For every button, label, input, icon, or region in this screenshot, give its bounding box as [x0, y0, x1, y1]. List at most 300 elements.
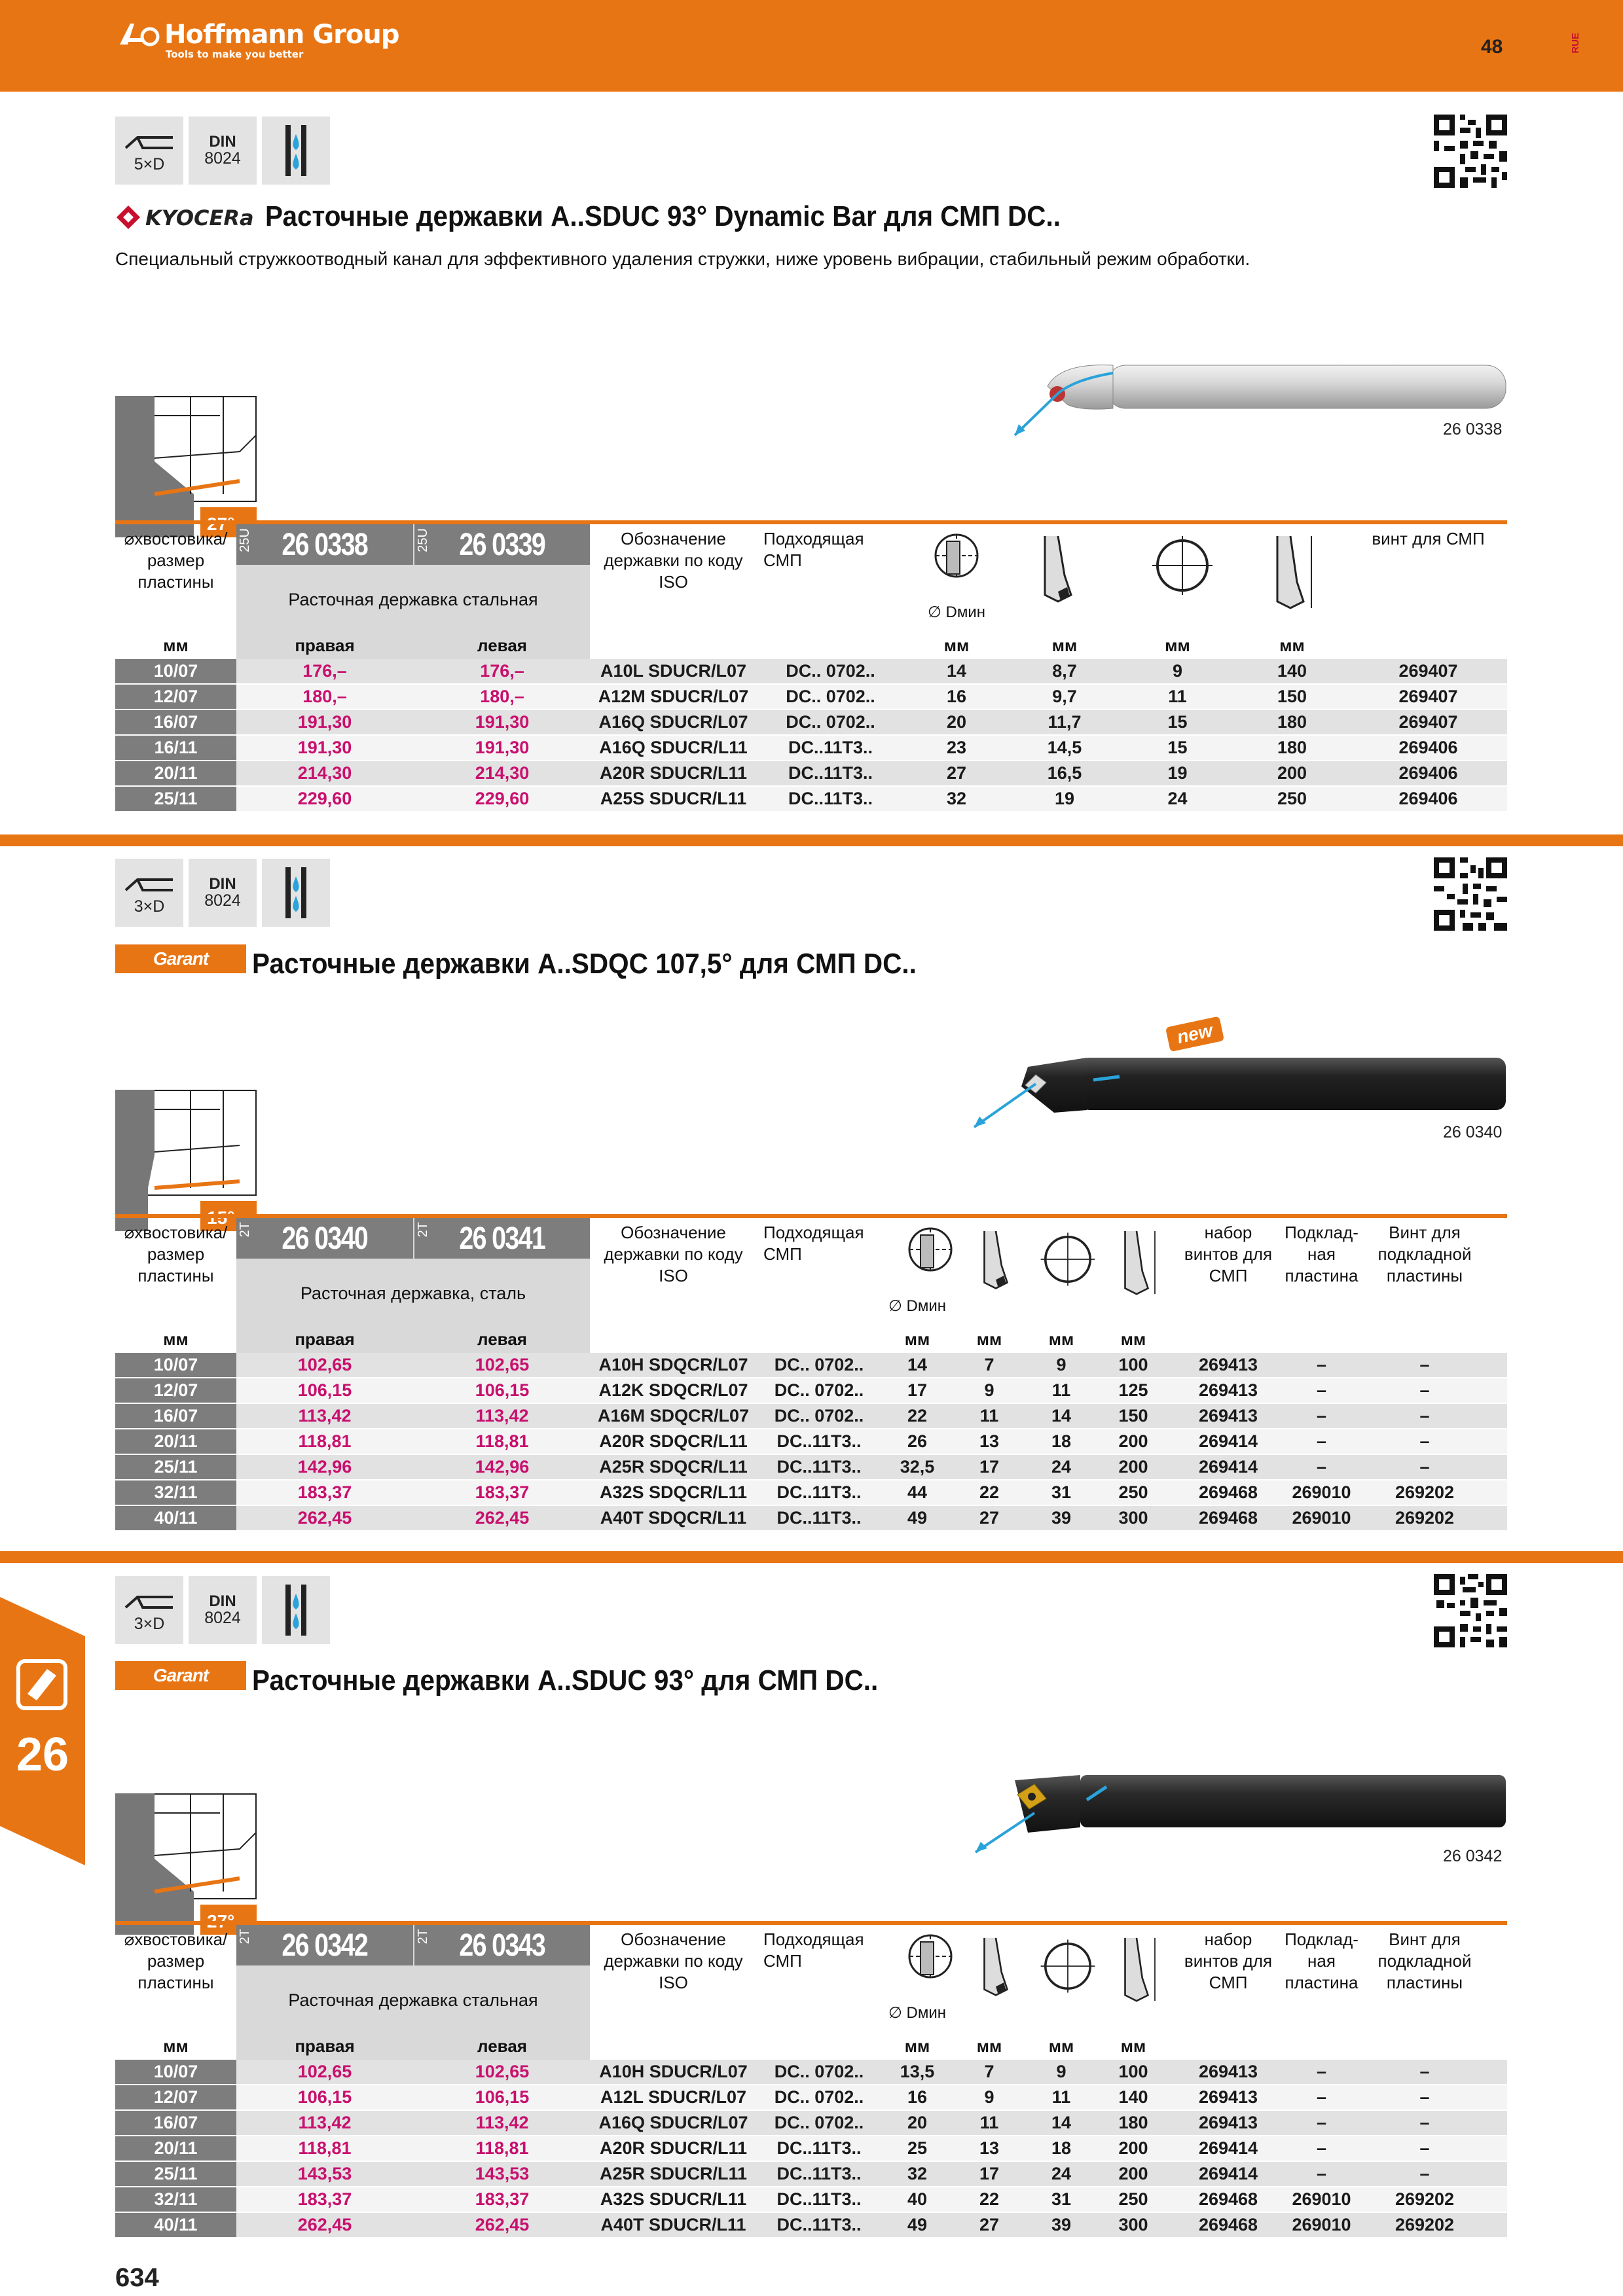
- cell-d-min: 20: [946, 712, 967, 732]
- unit-label: мм: [1051, 636, 1078, 655]
- feature-icons: [115, 117, 330, 185]
- table-row: [115, 2162, 1507, 2187]
- cell-d-min: 23: [946, 738, 967, 757]
- cell-length: 200: [1118, 1457, 1148, 1477]
- unit-label: мм: [163, 2036, 189, 2056]
- article-tag: 2T: [238, 1929, 252, 1945]
- coolant-icon: [276, 863, 316, 922]
- coolant-icon: [276, 121, 316, 180]
- cell-shank-diameter: 14: [1051, 1406, 1072, 1426]
- cell-insert-type: DC..11T3..: [788, 789, 873, 808]
- cell-d-min: 14: [946, 661, 967, 681]
- table-row: [115, 1404, 1507, 1429]
- cell-size: 32/11: [115, 2187, 236, 2212]
- cell-shim-screw: –: [1419, 2138, 1430, 2158]
- cell-shank-diameter: 15: [1167, 738, 1188, 757]
- col-iso-designation: Обозначение державки по коду ISO: [604, 1223, 743, 1285]
- cell-price-left[interactable]: 118,81: [475, 1431, 529, 1451]
- cell-shank-diameter: 11: [1051, 2087, 1071, 2107]
- article-tag: 2T: [238, 1222, 252, 1238]
- section-title: Расточные державки A..SDUC 93° Dynamic Bar для СМП DC..: [265, 200, 1061, 232]
- article-left[interactable]: [414, 1925, 590, 1965]
- din-badge: [189, 117, 257, 185]
- section-description: Специальный стружкоотводный канал для эффективного удаления стружки, ниже уровень вибрации, стабильный режим обработки.: [115, 249, 1250, 269]
- table-body: [115, 1353, 1507, 1532]
- cell-d-min: 14: [907, 1355, 928, 1374]
- cell-length: 200: [1118, 2164, 1148, 2183]
- cell-screw: 269413: [1198, 1355, 1258, 1374]
- cell-size: 10/07: [115, 659, 236, 683]
- cell-iso-designation: A16M SDQCR/L07: [597, 1406, 750, 1426]
- overhang-icon: [1032, 529, 1084, 615]
- cell-shim: –: [1316, 2113, 1327, 2132]
- cell-iso-designation: A25S SDUCR/L11: [600, 789, 747, 808]
- cell-size: 20/11: [115, 761, 236, 785]
- cell-shank-diameter: 19: [1167, 763, 1188, 783]
- cell-iso-designation: A12M SDUCR/L07: [598, 687, 749, 706]
- cell-size: 12/07: [115, 685, 236, 709]
- cell-shim: –: [1316, 2087, 1327, 2107]
- col-screw-set: набор винтов для СМП: [1184, 1223, 1273, 1285]
- cell-d-min: 27: [946, 763, 967, 783]
- table-header: [115, 524, 1507, 659]
- cell-length: 140: [1118, 2087, 1148, 2107]
- tool-code: 26 0338: [1443, 420, 1503, 439]
- cell-length: 300: [1118, 1508, 1148, 1528]
- depth-ratio-badge: [115, 1576, 183, 1644]
- table-row: [115, 659, 1507, 685]
- cell-price-right[interactable]: 262,45: [297, 1508, 352, 1528]
- cell-insert-type: DC..11T3..: [776, 2189, 862, 2209]
- din-badge: [189, 1576, 257, 1644]
- brand-name: Hoffmann Group: [164, 20, 399, 50]
- cell-shim-screw: 269202: [1395, 2215, 1455, 2234]
- cell-length: 250: [1118, 1482, 1148, 1502]
- cell-insert-type: DC..11T3..: [788, 763, 873, 783]
- section-title: Расточные державки A..SDUC 93° для СМП DC..: [252, 1664, 879, 1696]
- cell-price-right[interactable]: 176,–: [302, 661, 347, 681]
- page-header: [0, 0, 1623, 92]
- table-row: [115, 2136, 1507, 2162]
- din-number: 8024: [204, 891, 241, 910]
- cell-overhang: 11: [979, 1406, 999, 1426]
- dmin-label: ∅ Dмин: [888, 2004, 947, 2022]
- cell-price-left[interactable]: 176,–: [480, 661, 524, 681]
- cell-price-left[interactable]: 214,30: [475, 763, 530, 783]
- chapter-number: 26: [16, 1729, 69, 1781]
- cell-price-left[interactable]: 262,45: [475, 1508, 530, 1528]
- table-header: [115, 1218, 1507, 1353]
- shank-diameter-icon: [1038, 1223, 1097, 1295]
- cell-iso-designation: A16Q SDUCR/L07: [598, 2113, 748, 2132]
- cell-iso-designation: A20R SDUCR/L11: [599, 763, 748, 783]
- cell-price-right[interactable]: 106,15: [297, 2087, 352, 2107]
- internal-coolant-badge: [262, 859, 330, 927]
- section-title: Расточные державки A..SDQC 107,5° для СМП DC..: [252, 948, 917, 980]
- cell-screw: 269413: [1198, 1406, 1258, 1426]
- cell-price-right[interactable]: 183,37: [297, 1482, 352, 1502]
- cell-size: 12/07: [115, 1378, 236, 1403]
- cell-size: 10/07: [115, 1353, 236, 1377]
- table-row: [115, 2213, 1507, 2238]
- garant-logo: [115, 1661, 246, 1690]
- cell-length: 200: [1118, 2138, 1148, 2158]
- hoffmann-logo-icon: [115, 20, 160, 47]
- cell-iso-designation: A16Q SDUCR/L11: [599, 738, 748, 757]
- cell-size: 12/07: [115, 2085, 236, 2109]
- cell-screw: 269407: [1398, 661, 1458, 681]
- col-screw: винт для СМП: [1372, 529, 1485, 548]
- cell-screw: 269413: [1198, 2062, 1258, 2081]
- cell-price-right[interactable]: 118,81: [298, 1431, 352, 1451]
- cell-length: 250: [1118, 2189, 1148, 2209]
- page-number-top: 48: [1481, 36, 1503, 58]
- cell-length: 125: [1118, 1380, 1148, 1400]
- boring-tool-icon: [123, 870, 175, 898]
- cell-overhang: 13: [979, 1431, 1000, 1451]
- cell-shim-screw: –: [1419, 1380, 1430, 1400]
- cell-d-min: 20: [907, 2113, 928, 2132]
- cell-overhang: 7: [984, 1355, 994, 1374]
- page-number-bottom: 634: [115, 2263, 159, 2292]
- cell-price-right[interactable]: 142,96: [297, 1457, 352, 1477]
- cell-shank-diameter: 24: [1167, 789, 1188, 808]
- cell-screw: 269407: [1398, 712, 1458, 732]
- table-row: [115, 2187, 1507, 2213]
- article-right[interactable]: [236, 1925, 413, 1965]
- cell-d-min: 32,5: [900, 1457, 935, 1477]
- cell-d-min: 32: [907, 2164, 928, 2183]
- unit-label: мм: [976, 2036, 1002, 2056]
- table-row: [115, 1378, 1507, 1404]
- cell-iso-designation: A12L SDUCR/L07: [600, 2087, 747, 2107]
- cell-price-right[interactable]: 262,45: [297, 2215, 352, 2234]
- article-right[interactable]: [236, 524, 413, 565]
- cell-size: 16/07: [115, 710, 236, 734]
- depth-ratio-badge: [115, 117, 183, 185]
- table-row: [115, 2060, 1507, 2085]
- brand-logo[interactable]: [115, 20, 399, 60]
- cell-shank-diameter: 18: [1051, 2138, 1072, 2158]
- cell-insert-type: DC.. 0702..: [774, 2062, 864, 2081]
- cell-price-left[interactable]: 262,45: [475, 2215, 530, 2234]
- cell-price-right[interactable]: 143,53: [297, 2164, 352, 2183]
- cell-insert-type: DC..11T3..: [776, 1457, 862, 1477]
- section-divider: [0, 1551, 1623, 1563]
- cell-insert-type: DC.. 0702..: [786, 687, 875, 706]
- cell-price-left[interactable]: 106,15: [475, 1380, 530, 1400]
- cell-price-right[interactable]: 180,–: [302, 687, 347, 706]
- table-row: [115, 1455, 1507, 1480]
- cell-price-left[interactable]: 183,37: [475, 2189, 530, 2209]
- new-badge-text: new: [1175, 1020, 1214, 1048]
- cell-shim: 269010: [1292, 1482, 1351, 1502]
- table-row: [115, 787, 1507, 812]
- overhang-icon: [973, 1223, 1019, 1302]
- cell-shank-diameter: 24: [1051, 2164, 1072, 2183]
- cell-iso-designation: A25R SDQCR/L11: [599, 1457, 748, 1477]
- cell-d-min: 16: [946, 687, 967, 706]
- cell-shim: 269010: [1292, 2215, 1351, 2234]
- din-badge: [189, 859, 257, 927]
- cell-price-right[interactable]: 118,81: [298, 2138, 352, 2158]
- cell-iso-designation: A16Q SDUCR/L07: [598, 712, 748, 732]
- col-shim-screw: Винт для подкладной пластины: [1377, 1929, 1472, 1992]
- cell-price-left[interactable]: 183,37: [475, 1482, 530, 1502]
- cell-shim: –: [1316, 1431, 1327, 1451]
- article-tag: 2T: [416, 1222, 430, 1238]
- cell-shank-diameter: 31: [1051, 2189, 1072, 2209]
- cell-size: 16/11: [115, 736, 236, 760]
- table-header: [115, 1925, 1507, 2060]
- cell-screw: 269414: [1198, 1431, 1258, 1451]
- boring-bar-image-2: [962, 1014, 1512, 1139]
- col-shim: Подклад- ная пластина: [1285, 1223, 1359, 1285]
- article-tag: 25U: [238, 528, 252, 552]
- cell-price-left[interactable]: 142,96: [475, 1457, 530, 1477]
- cell-price-left[interactable]: 191,30: [475, 712, 530, 732]
- table-row: [115, 710, 1507, 736]
- cell-iso-designation: A32S SDQCR/L11: [599, 1482, 748, 1502]
- cell-insert-type: DC..11T3..: [788, 738, 873, 757]
- cell-price-right[interactable]: 214,30: [297, 763, 352, 783]
- left-hand-label: левая: [477, 2036, 527, 2056]
- tool-length-icon: [1114, 1223, 1159, 1302]
- cell-d-min: 13,5: [900, 2062, 935, 2081]
- col-insert: Подходящая СМП: [763, 1929, 864, 1971]
- cell-screw: 269468: [1198, 1508, 1258, 1528]
- cell-insert-type: DC..11T3..: [776, 1431, 862, 1451]
- cell-iso-designation: A32S SDUCR/L11: [600, 2189, 747, 2209]
- kyocera-logo-text: KYOCERa: [145, 206, 254, 230]
- cell-overhang: 9,7: [1052, 687, 1077, 706]
- cell-iso-designation: A40T SDQCR/L11: [600, 1508, 747, 1528]
- cell-length: 100: [1118, 1355, 1148, 1374]
- cell-shank-diameter: 39: [1051, 1508, 1072, 1528]
- col-shim-screw: Винт для подкладной пластины: [1377, 1223, 1472, 1285]
- cell-shank-diameter: 15: [1167, 712, 1188, 732]
- article-tag: 25U: [416, 528, 430, 552]
- din-number: 8024: [204, 149, 241, 168]
- cell-d-min: 40: [907, 2189, 928, 2209]
- qr-code-icon[interactable]: [1434, 115, 1507, 188]
- cell-length: 180: [1277, 738, 1307, 757]
- cell-shim-screw: –: [1419, 1431, 1430, 1451]
- cell-overhang: 13: [979, 2138, 1000, 2158]
- feature-icons: [115, 859, 330, 927]
- col-shim: Подклад- ная пластина: [1285, 1929, 1359, 1992]
- cell-shim: –: [1316, 1457, 1327, 1477]
- cell-overhang: 27: [979, 1508, 1000, 1528]
- coolant-icon: [276, 1581, 316, 1640]
- cell-shank-diameter: 18: [1051, 1431, 1072, 1451]
- boring-tool-icon: [123, 1588, 175, 1615]
- cell-size: 25/11: [115, 787, 236, 811]
- turning-insert-icon: [13, 1656, 71, 1713]
- product-type: Расточная державка стальная: [288, 590, 538, 609]
- depth-ratio-label: 5×D: [134, 154, 165, 173]
- cell-screw: 269413: [1198, 2087, 1258, 2107]
- col-shank-size: ⌀хвостовика/ размер пластины: [124, 1929, 228, 1992]
- cell-insert-type: DC..11T3..: [776, 1508, 862, 1528]
- cell-price-left[interactable]: 180,–: [480, 687, 524, 706]
- cell-overhang: 14,5: [1047, 738, 1082, 757]
- cell-shank-diameter: 9: [1172, 661, 1183, 681]
- cell-insert-type: DC.. 0702..: [786, 661, 875, 681]
- kyocera-logo-icon: [115, 203, 254, 232]
- cell-price-left[interactable]: 113,42: [475, 2113, 529, 2132]
- cell-screw: 269406: [1398, 789, 1458, 808]
- cell-overhang: 22: [979, 2189, 1000, 2209]
- cell-shim: –: [1316, 2062, 1327, 2081]
- table-body: [115, 659, 1507, 812]
- cell-overhang: 17: [979, 2164, 1000, 2183]
- unit-label: мм: [904, 2036, 930, 2056]
- unit-label: мм: [976, 1329, 1002, 1349]
- cell-size: 25/11: [115, 1455, 236, 1479]
- cell-size: 25/11: [115, 2162, 236, 2186]
- unit-label: мм: [1048, 1329, 1074, 1349]
- cell-insert-type: DC.. 0702..: [774, 1380, 864, 1400]
- cell-screw: 269413: [1198, 2113, 1258, 2132]
- depth-ratio-badge: [115, 859, 183, 927]
- cell-shim: 269010: [1292, 1508, 1351, 1528]
- cell-overhang: 9: [984, 1380, 994, 1400]
- unit-label: мм: [943, 636, 970, 655]
- article-left[interactable]: [414, 524, 590, 565]
- cell-length: 200: [1118, 1431, 1148, 1451]
- tool-code: 26 0340: [1443, 1123, 1503, 1141]
- cell-shim: –: [1316, 2138, 1327, 2158]
- qr-code-icon[interactable]: [1434, 1574, 1507, 1647]
- cell-price-left[interactable]: 102,65: [475, 2062, 530, 2081]
- cell-price-left[interactable]: 118,81: [475, 2138, 529, 2158]
- cell-shank-diameter: 9: [1056, 1355, 1067, 1374]
- cell-price-left[interactable]: 113,42: [475, 1406, 529, 1426]
- cell-screw: 269406: [1398, 738, 1458, 757]
- cell-screw: 269414: [1198, 2164, 1258, 2183]
- cell-screw: 269468: [1198, 2189, 1258, 2209]
- cell-shim-screw: –: [1419, 1406, 1430, 1426]
- cell-shim-screw: –: [1419, 2087, 1430, 2107]
- product-table-2: [115, 1214, 1507, 1532]
- cell-price-left[interactable]: 102,65: [475, 1355, 530, 1374]
- article-right[interactable]: [236, 1218, 413, 1259]
- cell-price-right[interactable]: 191,30: [297, 738, 352, 757]
- cell-price-right[interactable]: 191,30: [297, 712, 352, 732]
- cutting-angle: 27°: [207, 514, 235, 534]
- cell-d-min: 44: [907, 1482, 928, 1502]
- cell-size: 20/11: [115, 2136, 236, 2161]
- cell-price-left[interactable]: 191,30: [475, 738, 530, 757]
- product-type: Расточная державка стальная: [288, 1990, 538, 2010]
- din-label: DIN: [209, 1592, 236, 1611]
- article-left[interactable]: [414, 1218, 590, 1259]
- cell-shim-screw: 269202: [1395, 1508, 1455, 1528]
- cell-iso-designation: A10H SDUCR/L07: [599, 2062, 748, 2081]
- cell-price-right[interactable]: 229,60: [297, 789, 352, 808]
- unit-label: мм: [1165, 636, 1190, 655]
- cell-shank-diameter: 11: [1168, 687, 1187, 706]
- cell-price-left[interactable]: 229,60: [475, 789, 530, 808]
- article-number: 26 0340: [282, 1221, 368, 1256]
- cell-screw: 269406: [1398, 763, 1458, 783]
- cell-price-right[interactable]: 106,15: [297, 1380, 352, 1400]
- kyocera-logo: [115, 203, 255, 232]
- article-tag: 2T: [416, 1929, 430, 1945]
- cell-price-left[interactable]: 143,53: [475, 2164, 530, 2183]
- article-number: 26 0341: [459, 1221, 545, 1256]
- right-hand-label: правая: [295, 2036, 355, 2056]
- cell-length: 140: [1277, 661, 1307, 681]
- table-row: [115, 736, 1507, 761]
- cell-screw: 269414: [1198, 1457, 1258, 1477]
- cell-insert-type: DC.. 0702..: [774, 2087, 864, 2107]
- col-shank-size: ⌀хвостовика/ размер пластины: [124, 1223, 228, 1285]
- cell-shim-screw: –: [1419, 2113, 1430, 2132]
- cell-price-left[interactable]: 106,15: [475, 2087, 530, 2107]
- cell-price-right[interactable]: 102,65: [297, 1355, 352, 1374]
- boring-bar-image-3: [962, 1761, 1512, 1865]
- garant-logo-text: Garant: [153, 948, 209, 969]
- col-iso-designation: Обозначение державки по коду ISO: [604, 529, 743, 592]
- unit-label: мм: [1279, 636, 1305, 655]
- unit-label: мм: [1120, 1329, 1146, 1349]
- qr-code-icon[interactable]: [1434, 857, 1507, 931]
- language-code: RUE: [1570, 33, 1581, 54]
- table-row: [115, 1353, 1507, 1378]
- table-row: [115, 1429, 1507, 1455]
- cell-length: 300: [1118, 2215, 1148, 2234]
- cell-shim-screw: –: [1419, 2164, 1430, 2183]
- din-label: DIN: [209, 133, 236, 151]
- cell-shim: –: [1316, 1355, 1327, 1374]
- cell-d-min: 49: [907, 2215, 928, 2234]
- unit-label: мм: [163, 636, 189, 655]
- cell-insert-type: DC.. 0702..: [774, 1355, 864, 1374]
- cell-insert-type: DC..11T3..: [776, 2138, 862, 2158]
- chapter-tab[interactable]: [0, 1597, 85, 1865]
- cell-size: 10/07: [115, 2060, 236, 2084]
- table-row: [115, 1480, 1507, 1506]
- product-type: Расточная державка, сталь: [300, 1283, 526, 1303]
- boring-geometry-diagram: [115, 1090, 257, 1231]
- unit-label: мм: [1048, 2036, 1074, 2056]
- din-label: DIN: [209, 875, 236, 893]
- product-table-1: [115, 520, 1507, 812]
- unit-label: мм: [163, 1329, 189, 1349]
- cell-price-right[interactable]: 183,37: [297, 2189, 352, 2209]
- cell-length: 150: [1118, 1406, 1148, 1426]
- cell-d-min: 32: [946, 789, 967, 808]
- shank-diameter-icon: [1150, 529, 1215, 601]
- cell-screw: 269468: [1198, 2215, 1258, 2234]
- cell-shim-screw: 269202: [1395, 1482, 1455, 1502]
- cutting-angle: 27°: [207, 1911, 235, 1931]
- new-badge: [1165, 1016, 1224, 1052]
- table-body: [115, 2060, 1507, 2238]
- col-insert: Подходящая СМП: [763, 529, 864, 570]
- cell-price-right[interactable]: 102,65: [297, 2062, 352, 2081]
- cell-d-min: 25: [907, 2138, 928, 2158]
- cell-price-right[interactable]: 113,42: [298, 1406, 352, 1426]
- cell-overhang: 19: [1054, 789, 1075, 808]
- col-iso-designation: Обозначение державки по коду ISO: [604, 1929, 743, 1992]
- cell-insert-type: DC.. 0702..: [786, 712, 875, 732]
- cell-screw: 269414: [1198, 2138, 1258, 2158]
- cell-size: 20/11: [115, 1429, 236, 1454]
- cell-price-right[interactable]: 113,42: [298, 2113, 352, 2132]
